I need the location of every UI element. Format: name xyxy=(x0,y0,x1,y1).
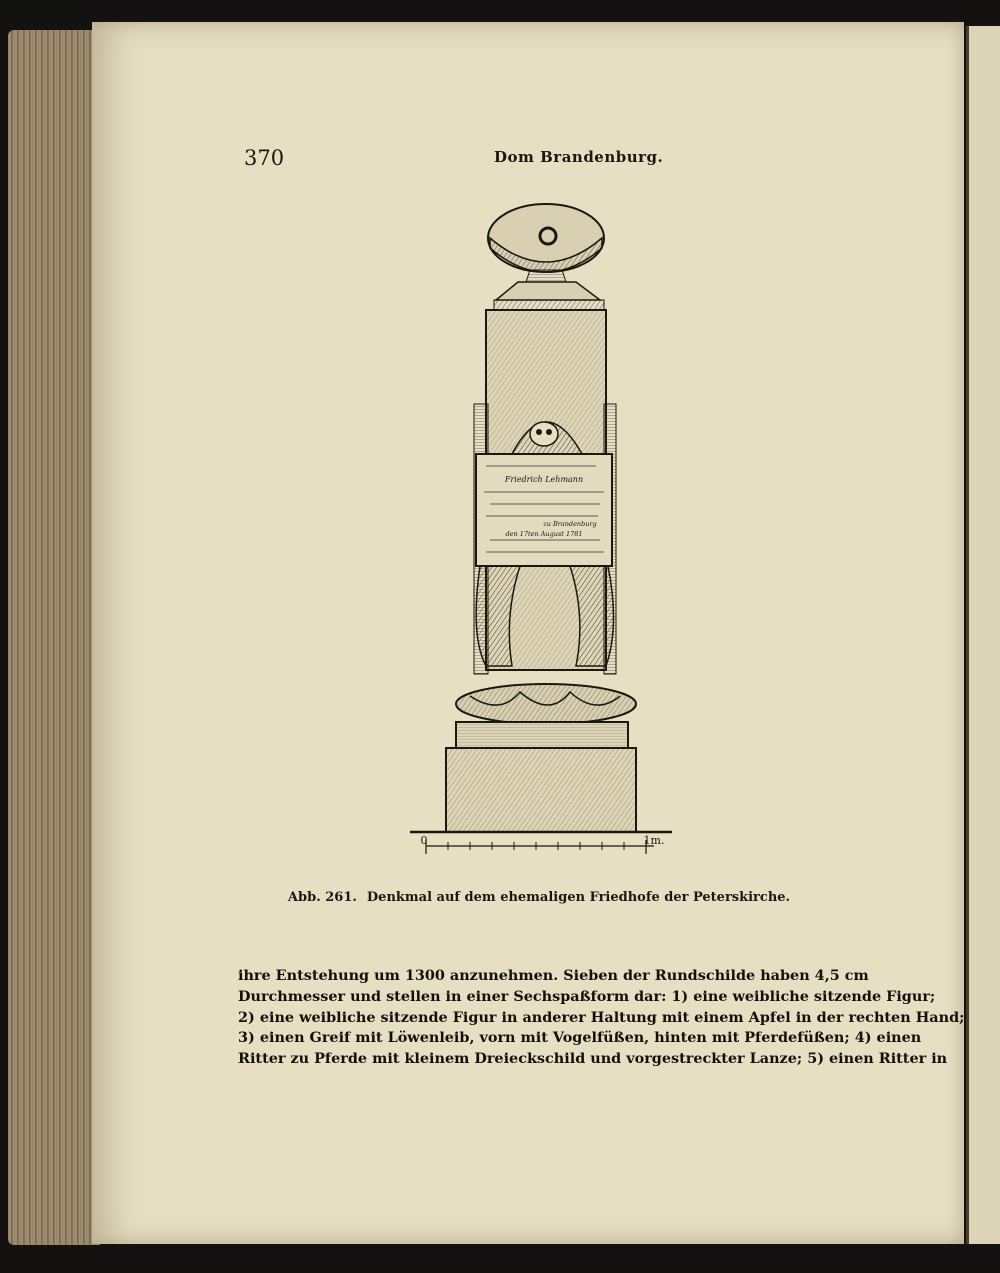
inscription-line: den 17ten August 1781 xyxy=(505,530,583,538)
inscription-line: zu Brandenburg xyxy=(543,520,597,528)
book-page-edges xyxy=(8,30,100,1245)
urn-finial xyxy=(488,204,604,282)
wreath-ring xyxy=(456,684,636,724)
caption-text: Denkmal auf dem ehemaligen Friedhofe der Peterskirche. xyxy=(366,890,791,905)
text-line: Ritter zu Pferde mit kleinem Dreieckschild und vorgestreckter Lanze; 5) einen Ritter in xyxy=(238,1050,948,1068)
measurement-scale xyxy=(421,834,665,854)
monument-engraving xyxy=(400,196,690,861)
figure-caption xyxy=(0,890,1000,905)
text-line: 3) einen Greif mit Löwenleib, vorn mit Vogelfüßen, hinten mit Pferdefüßen; 4) einen xyxy=(238,1029,922,1047)
inscription-line: Friedrich Lehmann xyxy=(504,475,584,484)
scale-label-end: 1m. xyxy=(643,834,665,847)
running-head xyxy=(0,146,1000,176)
adjacent-page xyxy=(966,26,1000,1244)
page-number: 370 xyxy=(244,146,285,170)
inscription-plaque xyxy=(476,454,612,566)
caption-label: Abb. 261. xyxy=(287,890,357,905)
text-line: 2) eine weibliche sitzende Figur in anderer Haltung mit einem Apfel in der rechten Hand; xyxy=(238,1008,965,1026)
body-paragraph xyxy=(238,966,965,1070)
running-title: Dom Brandenburg. xyxy=(494,148,664,166)
text-line: Durchmesser und stellen in einer Sechspaßform dar: 1) eine weibliche sitzende Figur; xyxy=(238,987,936,1005)
scale-label-start: 0 xyxy=(420,834,428,847)
text-line: ihre Entstehung um 1300 anzunehmen. Sieben der Rundschilde haben 4,5 cm xyxy=(238,967,869,984)
monument-illustration xyxy=(400,196,690,861)
